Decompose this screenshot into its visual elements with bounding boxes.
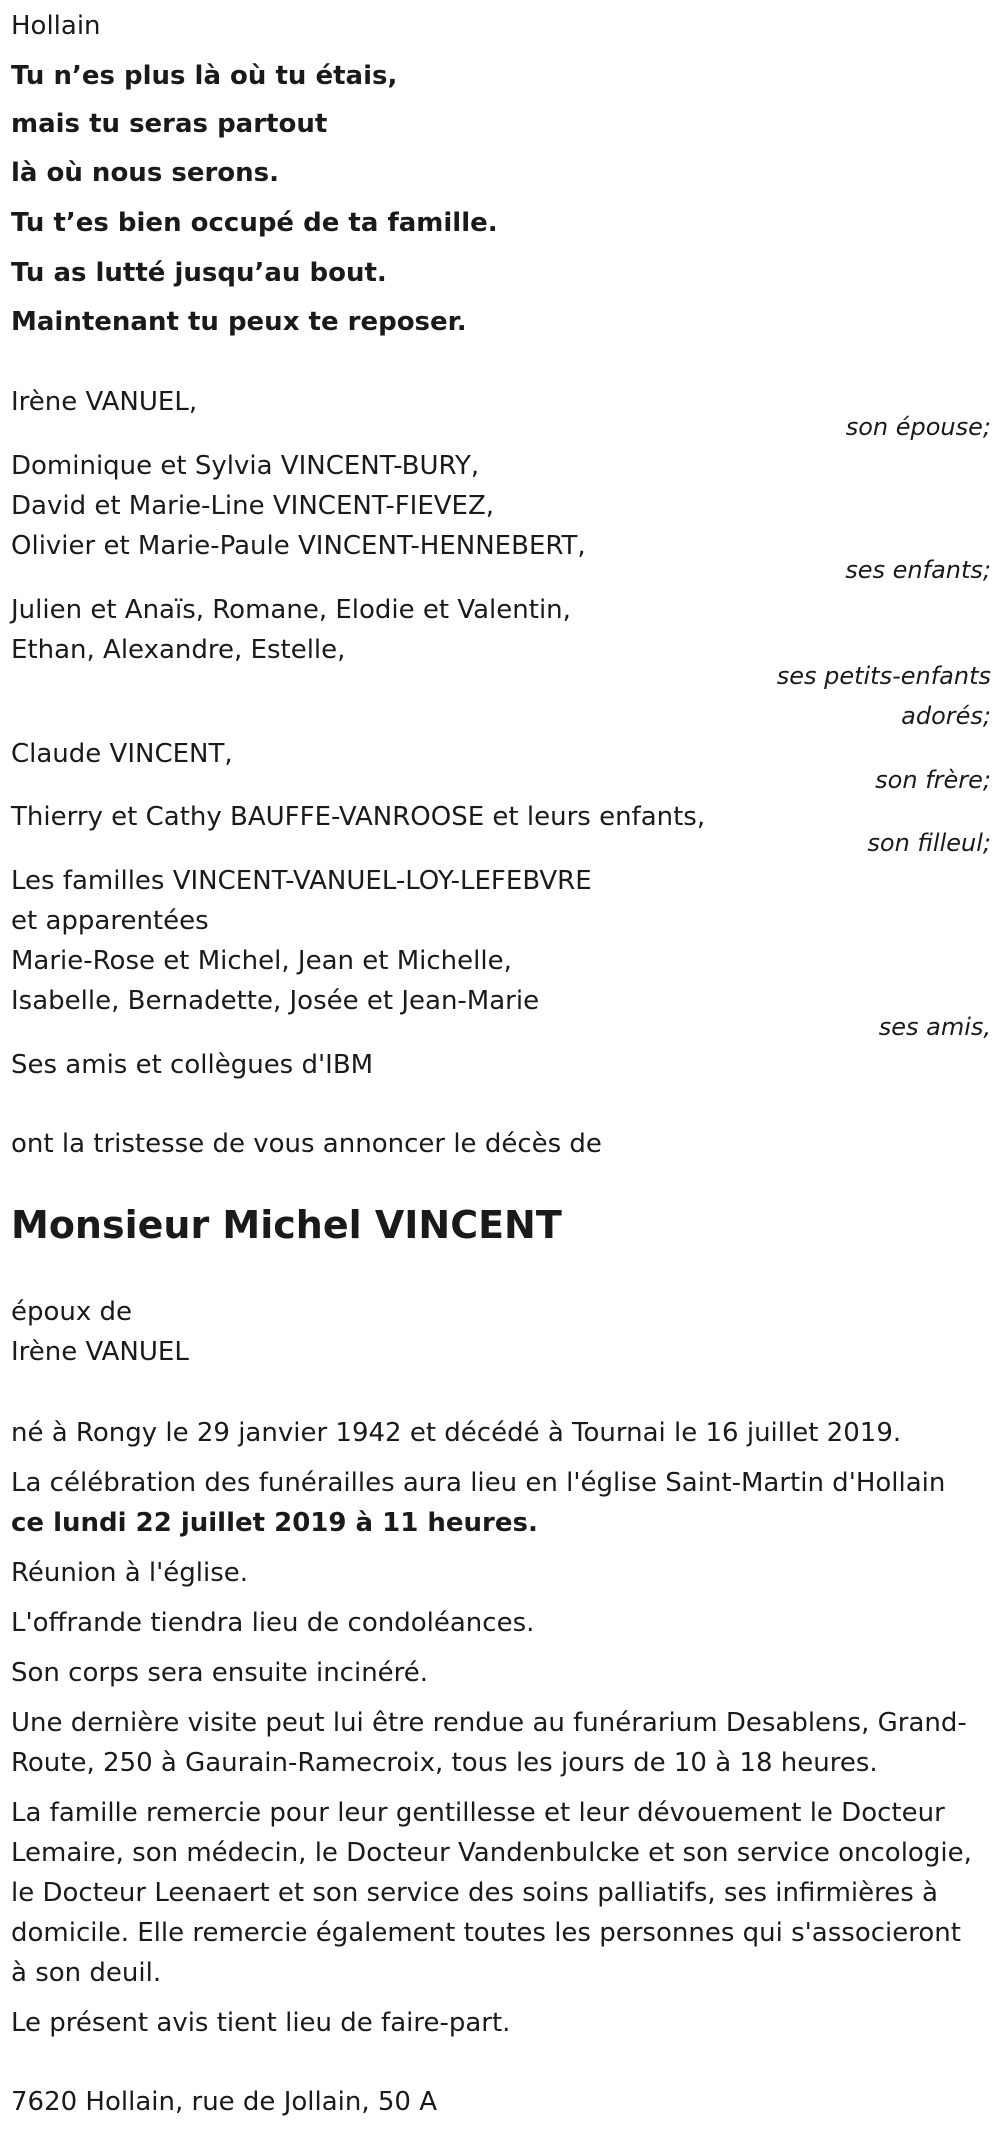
thanks-line: à son deuil.: [11, 1958, 162, 1988]
poem-line: Tu n’es plus là où tu étais,: [11, 61, 398, 91]
brother-name: Claude VINCENT,: [11, 739, 233, 769]
thanks-line: le Docteur Leenaert et son service des soins palliatifs, ses infirmières à: [11, 1878, 938, 1908]
grandchildren-role: ses petits-enfants: [776, 662, 991, 690]
funeral-date: ce lundi 22 juillet 2019 à 11 heures.: [11, 1508, 538, 1538]
child-name: Olivier et Marie-Paule VINCENT-HENNEBERT,: [11, 531, 586, 561]
visit-line: Route, 250 à Gaurain-Ramecroix, tous les jours de 10 à 18 heures.: [11, 1748, 878, 1778]
thanks-line: Lemaire, son médecin, le Docteur Vandenbulcke et son service oncologie,: [11, 1838, 972, 1868]
poem-line: Maintenant tu peux te reposer.: [11, 307, 467, 337]
notice-line: Le présent avis tient lieu de faire-part.: [11, 2008, 511, 2038]
godson-name: Thierry et Cathy BAUFFE-VANROOSE et leurs enfants,: [11, 802, 706, 832]
brother-role: son frère;: [875, 766, 991, 794]
friends-role: ses amis,: [878, 1013, 991, 1041]
spouse-of-label: époux de: [11, 1297, 133, 1327]
grandchild-names: Julien et Anaïs, Romane, Elodie et Valentin,: [11, 595, 571, 625]
grandchild-names: Ethan, Alexandre, Estelle,: [11, 635, 346, 665]
poem-line: mais tu seras partout: [11, 109, 328, 139]
child-name: David et Marie-Line VINCENT-FIEVEZ,: [11, 491, 495, 521]
spouse-role: son épouse;: [845, 413, 991, 441]
meeting-line: Réunion à l'église.: [11, 1558, 249, 1588]
relatives-line: et apparentées: [11, 906, 209, 936]
poem-line: Tu as lutté jusqu’au bout.: [11, 258, 387, 288]
children-role: ses enfants;: [845, 556, 991, 584]
birth-death-line: né à Rongy le 29 janvier 1942 et décédé à Tournai le 16 juillet 2019.: [11, 1418, 902, 1448]
poem-line: là où nous serons.: [11, 158, 279, 188]
place-header: Hollain: [11, 11, 101, 41]
cremation-line: Son corps sera ensuite incinéré.: [11, 1658, 429, 1688]
deceased-name: Monsieur Michel VINCENT: [11, 1203, 562, 1247]
colleagues-line: Ses amis et collègues d'IBM: [11, 1050, 374, 1080]
godson-role: son filleul;: [867, 829, 991, 857]
funeral-location: La célébration des funérailles aura lieu en l'église Saint-Martin d'Hollain: [11, 1468, 946, 1498]
thanks-line: La famille remercie pour leur gentillesse et leur dévouement le Docteur: [11, 1798, 945, 1828]
spouse-of-name: Irène VANUEL: [11, 1337, 189, 1367]
child-name: Dominique et Sylvia VINCENT-BURY,: [11, 451, 480, 481]
thanks-line: domicile. Elle remercie également toutes les personnes qui s'associeront: [11, 1918, 961, 1948]
spouse-name: Irène VANUEL,: [11, 387, 198, 417]
announcement-intro: ont la tristesse de vous annoncer le décès de: [11, 1129, 602, 1159]
offering-line: L'offrande tiendra lieu de condoléances.: [11, 1608, 535, 1638]
visit-line: Une dernière visite peut lui être rendue au funérarium Desablens, Grand-: [11, 1708, 967, 1738]
relatives-line: Isabelle, Bernadette, Josée et Jean-Marie: [11, 986, 540, 1016]
address: 7620 Hollain, rue de Jollain, 50 A: [11, 2087, 438, 2117]
relatives-line: Marie-Rose et Michel, Jean et Michelle,: [11, 946, 512, 976]
relatives-line: Les familles VINCENT-VANUEL-LOY-LEFEBVRE: [11, 866, 592, 896]
grandchildren-role: adorés;: [901, 702, 991, 730]
poem-line: Tu t’es bien occupé de ta famille.: [11, 208, 498, 238]
